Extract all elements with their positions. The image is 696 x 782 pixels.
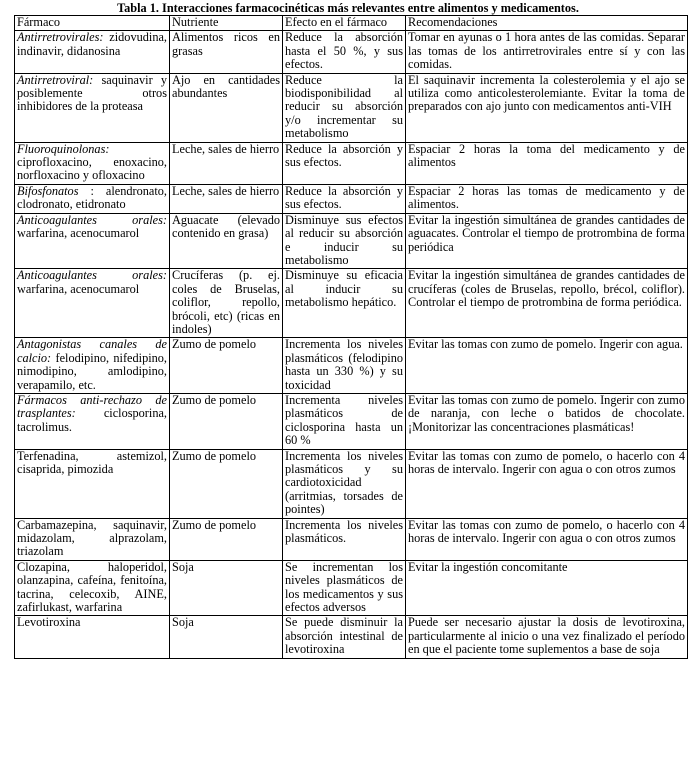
nutrient-cell: Alimentos ricos en grasas bbox=[170, 31, 283, 73]
drug-list: ciclosporina, tacrolimus. bbox=[17, 406, 167, 434]
interactions-table bbox=[14, 15, 688, 659]
nutrient-cell: Aguacate (elevado contenido en grasa) bbox=[170, 213, 283, 269]
drug-list: Terfenadina, astemizol, cisaprida, pimozida bbox=[17, 448, 167, 476]
drug-group: Antagonistas canales de calcio: bbox=[17, 337, 167, 365]
recommendation-cell: Evitar la ingestión simultánea de grandes cantidades de aguacates. Controlar el tiempo de protrombina de forma periódica bbox=[406, 213, 688, 269]
table-row bbox=[15, 269, 688, 338]
effect-cell: Disminuye su eficacia al inducir su metabolismo hepático. bbox=[283, 269, 406, 338]
drug-cell bbox=[15, 184, 170, 213]
nutrient-cell: Leche, sales de hierro bbox=[170, 184, 283, 213]
drug-cell bbox=[15, 338, 170, 394]
drug-cell bbox=[15, 449, 170, 518]
nutrient-cell: Crucíferas (p. ej. coles de Bruselas, coliflor, repollo, brócoli, etc) (ricas en indoles) bbox=[170, 269, 283, 338]
effect-cell: Incrementa los niveles plasmáticos y su cardiotoxicidad (arritmias, torsades de pointes) bbox=[283, 449, 406, 518]
nutrient-cell: Ajo en cantidades abundantes bbox=[170, 73, 283, 142]
drug-cell bbox=[15, 560, 170, 616]
drug-list: Carbamazepina, saquinavir, midazolam, alprazolam, triazolam bbox=[17, 517, 167, 559]
nutrient-cell: Zumo de pomelo bbox=[170, 518, 283, 560]
effect-cell: Se incrementan los niveles plasmáticos de los medicamentos y sus efectos adversos bbox=[283, 560, 406, 616]
table-title: Tabla 1. Interacciones farmacocinéticas más relevantes entre alimentos y medicamentos. bbox=[117, 1, 579, 15]
table-row bbox=[15, 184, 688, 213]
drug-cell bbox=[15, 31, 170, 73]
drug-list: zidovudina, indinavir, didanosina bbox=[17, 30, 167, 58]
drug-list: Clozapina, haloperidol, olanzapina, cafeína, fenitoína, tacrina, celecoxib, AINE, zafirlukast, warfarina bbox=[17, 559, 167, 615]
effect-cell: Incrementa los niveles plasmáticos (felodipino hasta un 330 %) y su toxicidad bbox=[283, 338, 406, 394]
drug-list: : alendronato, clodronato, etidronato bbox=[17, 183, 167, 212]
drug-group: Fluoroquinolonas: bbox=[17, 141, 110, 156]
drug-cell bbox=[15, 213, 170, 269]
drug-group: Fármacos anti-rechazo de trasplantes: bbox=[17, 392, 167, 421]
effect-cell: Incrementa niveles plasmáticos de ciclosporina hasta un 60 % bbox=[283, 393, 406, 449]
effect-cell: Incrementa los niveles plasmáticos. bbox=[283, 518, 406, 560]
recommendation-cell: El saquinavir incrementa la colesterolemia y el ajo se utiliza como anticolesterolemiante. Evitar la toma de preparados con ajo junto con medicamentos anti-VIH bbox=[406, 73, 688, 142]
table-row bbox=[15, 73, 688, 142]
recommendation-cell: Evitar la ingestión simultánea de grandes cantidades de crucíferas (coles de Bruselas, repollo, brécol, coliflor). Controlar el tiempo de protrombina de forma periódica. bbox=[406, 269, 688, 338]
drug-group: Anticoagulantes orales: bbox=[17, 268, 167, 283]
drug-group: Antirretrovirales: bbox=[17, 30, 104, 45]
drug-list: warfarina, acenocumarol bbox=[17, 281, 140, 296]
table-row bbox=[15, 338, 688, 394]
header-row bbox=[15, 16, 688, 31]
recommendation-cell: Evitar las tomas con zumo de pomelo. Ingerir con agua. bbox=[406, 338, 688, 394]
drug-cell bbox=[15, 616, 170, 658]
drug-cell bbox=[15, 269, 170, 338]
recommendation-cell: Puede ser necesario ajustar la dosis de levotiroxina, particularmente al inicio o una vez finalizado el período en que el paciente tome suplementos a base de soja bbox=[406, 616, 688, 658]
recommendation-cell: Espaciar 2 horas las tomas de medicamento y de alimentos. bbox=[406, 184, 688, 213]
table-row bbox=[15, 449, 688, 518]
drug-group: Anticoagulantes orales: bbox=[17, 212, 167, 227]
effect-cell: Reduce la absorción hasta el 50 %, y sus efectos. bbox=[283, 31, 406, 73]
table-row bbox=[15, 142, 688, 184]
recommendation-cell: Evitar las tomas con zumo de pomelo. Ingerir con zumo de naranja, con leche o batidos de chocolate. ¡Monitorizar las concentraciones plasmáticas! bbox=[406, 393, 688, 449]
drug-cell bbox=[15, 518, 170, 560]
nutrient-cell: Zumo de pomelo bbox=[170, 338, 283, 394]
drug-cell bbox=[15, 393, 170, 449]
header-nutrient: Nutriente bbox=[170, 16, 283, 31]
effect-cell: Disminuye sus efectos al reducir su absorción e inducir su metabolismo bbox=[283, 213, 406, 269]
recommendation-cell: Tomar en ayunas o 1 hora antes de las comidas. Separar las tomas de los antirretrovirales entre sí y con las comidas. bbox=[406, 31, 688, 73]
nutrient-cell: Soja bbox=[170, 616, 283, 658]
effect-cell: Se puede disminuir la absorción intestinal de levotiroxina bbox=[283, 616, 406, 658]
header-recommendations: Recomendaciones bbox=[406, 16, 688, 31]
nutrient-cell: Zumo de pomelo bbox=[170, 393, 283, 449]
recommendation-cell: Evitar la ingestión concomitante bbox=[406, 560, 688, 616]
effect-cell: Reduce la absorción y sus efectos. bbox=[283, 142, 406, 184]
nutrient-cell: Leche, sales de hierro bbox=[170, 142, 283, 184]
recommendation-cell: Evitar las tomas con zumo de pomelo, o hacerlo con 4 horas de intervalo. Ingerir con agua o con otros zumos bbox=[406, 449, 688, 518]
drug-cell bbox=[15, 73, 170, 142]
header-drug: Fármaco bbox=[15, 16, 170, 31]
table-row bbox=[15, 213, 688, 269]
effect-cell: Reduce la absorción y sus efectos. bbox=[283, 184, 406, 213]
table-row bbox=[15, 393, 688, 449]
drug-list: ciprofloxacino, enoxacino, norfloxacino y ofloxacino bbox=[17, 155, 167, 183]
nutrient-cell: Soja bbox=[170, 560, 283, 616]
drug-group: Antirretroviral: bbox=[17, 72, 94, 87]
drug-list: warfarina, acenocumarol bbox=[17, 226, 140, 241]
recommendation-cell: Espaciar 2 horas la toma del medicamento y de alimentos bbox=[406, 142, 688, 184]
drug-list: saquinavir y posiblemente otros inhibidores de la proteasa bbox=[17, 72, 167, 114]
effect-cell: Reduce la biodisponibilidad al reducir su absorción y/o incrementar su metabolismo bbox=[283, 73, 406, 142]
table-row bbox=[15, 560, 688, 616]
drug-list: Levotiroxina bbox=[17, 615, 81, 630]
table-row bbox=[15, 616, 688, 658]
table-row bbox=[15, 518, 688, 560]
header-effect: Efecto en el fármaco bbox=[283, 16, 406, 31]
table-row bbox=[15, 31, 688, 73]
drug-group: Bifosfonatos bbox=[17, 183, 79, 198]
drug-list: felodipino, nifedipino, nimodipino, amlodipino, verapamilo, etc. bbox=[17, 350, 168, 392]
recommendation-cell: Evitar las tomas con zumo de pomelo, o hacerlo con 4 horas de intervalo. Ingerir con agua o con otros zumos bbox=[406, 518, 688, 560]
drug-cell bbox=[15, 142, 170, 184]
nutrient-cell: Zumo de pomelo bbox=[170, 449, 283, 518]
